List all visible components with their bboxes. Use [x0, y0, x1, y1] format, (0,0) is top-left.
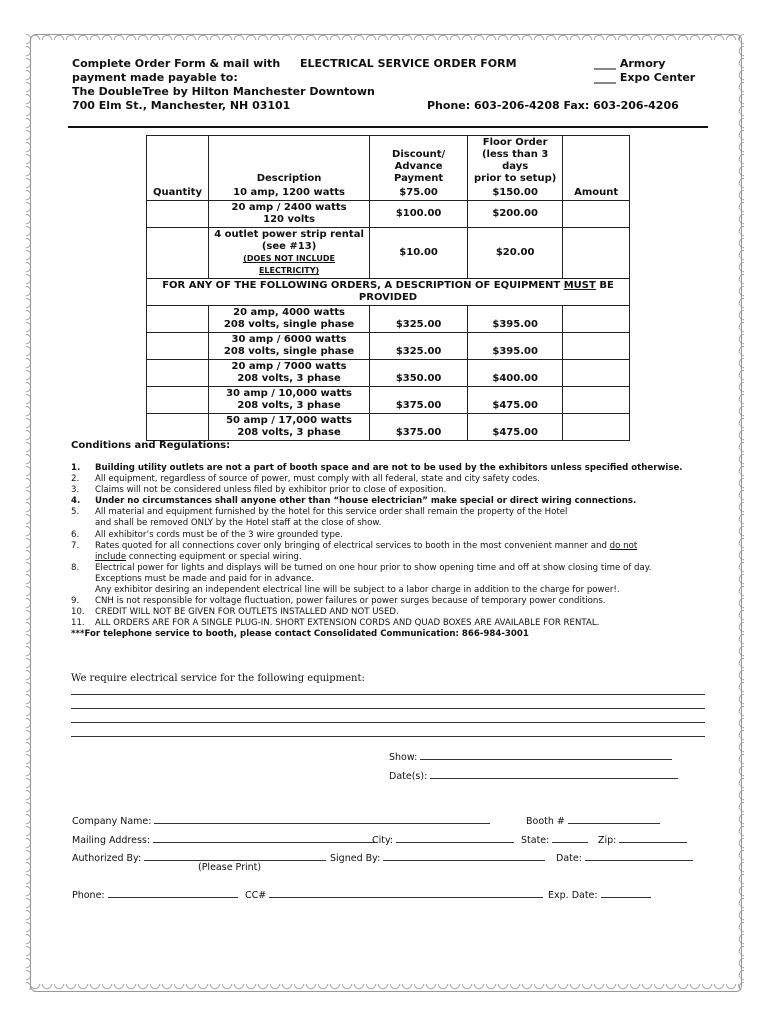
table-row — [147, 333, 630, 360]
row-description-line1: 20 amp / 7000 watts — [231, 361, 347, 372]
city-field — [372, 832, 514, 846]
condition-text: CNH is not responsible for voltage fluctuation, power failures or power surges because of temporary power conditions. — [95, 596, 606, 607]
condition-number: 6. — [71, 529, 80, 540]
condition-item — [71, 496, 721, 507]
condition-number: 7. — [71, 540, 80, 551]
banner-text-must: MUST — [563, 280, 596, 291]
exp-label: Exp. Date: — [548, 890, 598, 901]
row-description-line2: 120 volts — [263, 214, 316, 225]
condition-number: 1. — [71, 463, 81, 473]
company-input[interactable] — [154, 813, 490, 824]
header-floor-line2: (less than 3 days — [481, 149, 549, 172]
condition-number: 8. — [71, 562, 80, 573]
header-payable-to: payment made payable to: — [72, 71, 238, 84]
row-description-line1: 20 amp / 2400 watts — [231, 202, 347, 213]
condition-number: 3. — [71, 485, 80, 496]
condition-number: 11. — [71, 618, 85, 629]
equipment-required-banner — [147, 279, 630, 306]
condition-number: 2. — [71, 474, 80, 485]
conditions-list — [71, 463, 721, 641]
row-floor-price: $400.00 — [468, 360, 563, 387]
row-description-line2: 208 volts, single phase — [223, 346, 355, 357]
row-amount-input[interactable] — [563, 387, 630, 414]
row-floor-price: $395.00 — [468, 333, 563, 360]
condition-number — [71, 518, 95, 529]
row-description-line2: 208 volts, 3 phase — [237, 427, 341, 438]
row-description — [208, 360, 369, 387]
show-input[interactable] — [420, 749, 672, 760]
condition-item — [71, 530, 721, 541]
city-label: City: — [372, 835, 394, 846]
phone-input[interactable] — [108, 887, 238, 898]
row-description — [208, 414, 369, 441]
condition-item — [71, 518, 721, 529]
please-print-note: (Please Print) — [198, 862, 262, 873]
condition-item — [71, 507, 721, 518]
row-description — [208, 387, 369, 414]
company-field — [72, 813, 490, 827]
row-amount-input[interactable] — [563, 306, 630, 333]
banner-text-post: BE PROVIDED — [358, 280, 614, 303]
row-description-note2: ELECTRICITY) — [258, 266, 320, 275]
row-quantity-input[interactable] — [147, 306, 209, 333]
row-floor-price: $475.00 — [468, 387, 563, 414]
row-description — [208, 306, 369, 333]
row-floor-price: $200.00 — [468, 201, 563, 228]
condition-text — [95, 541, 721, 552]
phone-field — [72, 887, 238, 901]
cc-field — [245, 887, 543, 901]
state-input[interactable] — [552, 832, 588, 843]
condition-text: All equipment, regardless of source of power, must comply with all federal, state and city safety codes. — [95, 474, 540, 485]
header-hotel-address: 700 Elm St., Manchester, NH 03101 — [72, 99, 291, 112]
zip-field — [598, 832, 687, 846]
condition-text: Exceptions must be made and paid for in advance. — [95, 573, 315, 584]
condition-text: Electrical power for lights and displays will be turned on one hour prior to show opening time and off at show closing time of day. — [95, 562, 652, 573]
row-advance-price: $75.00 — [370, 186, 468, 201]
condition-number — [71, 585, 95, 596]
row-quantity-input[interactable] — [147, 360, 209, 387]
equipment-line-4[interactable] — [71, 736, 705, 737]
date-label: Date: — [556, 853, 582, 864]
signed-field — [330, 850, 545, 864]
header-floor-order — [468, 136, 563, 187]
condition-number: 10. — [71, 607, 85, 618]
header-floor-line1: Floor Order — [482, 137, 548, 148]
header-hotel-name: The DoubleTree by Hilton Manchester Downtown — [72, 85, 375, 98]
table-row — [147, 201, 630, 228]
row-description-line1: 20 amp, 4000 watts — [233, 307, 345, 318]
header-quantity: Quantity — [147, 136, 209, 201]
condition-text: Under no circumstances shall anyone other than “house electrician” make special or direct wiring connections. — [95, 496, 637, 507]
condition-item — [71, 552, 721, 563]
condition-text-pre: Rates quoted for all connections cover only bringing of electrical services to booth in the most convenient manner and — [95, 540, 610, 551]
signed-input[interactable] — [383, 850, 545, 861]
form-title: ELECTRICAL SERVICE ORDER FORM — [300, 57, 517, 70]
telephone-service-note: ***For telephone service to booth, please contact Consolidated Communication: 866-984-3001 — [71, 629, 529, 640]
header-contact: Phone: 603-206-4208 Fax: 603-206-4206 — [427, 99, 679, 112]
booth-input[interactable] — [568, 813, 660, 824]
row-amount-input[interactable] — [563, 414, 630, 441]
condition-text — [95, 552, 721, 563]
condition-text: All material and equipment furnished by the hotel for this service order shall remain the property of the Hotel — [95, 507, 568, 518]
row-advance-price: $375.00 — [370, 387, 468, 414]
row-quantity-input[interactable] — [147, 201, 209, 228]
row-description-line2: 208 volts, 3 phase — [237, 400, 341, 411]
equipment-line-2[interactable] — [71, 708, 705, 709]
condition-item — [71, 485, 721, 496]
row-floor-price: $395.00 — [468, 306, 563, 333]
row-advance-price: $325.00 — [370, 333, 468, 360]
phone-label: Phone: — [72, 890, 105, 901]
equipment-line-1[interactable] — [71, 694, 705, 695]
table-header-row — [147, 136, 630, 187]
row-description-note1: (DOES NOT INCLUDE — [243, 254, 335, 263]
condition-text: CREDIT WILL NOT BE GIVEN FOR OUTLETS INSTALLED AND NOT USED. — [95, 607, 399, 618]
row-advance-price: $375.00 — [370, 414, 468, 441]
row-description: 10 amp, 1200 watts — [208, 186, 369, 201]
condition-text: Claims will not be considered unless filed by exhibitor prior to close of exposition. — [95, 485, 447, 496]
row-floor-price: $20.00 — [468, 228, 563, 279]
company-label: Company Name: — [72, 816, 152, 827]
exp-field — [548, 887, 651, 901]
condition-item — [71, 574, 721, 585]
condition-number — [71, 552, 95, 563]
row-quantity-input[interactable] — [147, 387, 209, 414]
condition-text-post: connecting equipment or special wiring. — [126, 551, 302, 562]
show-field — [389, 749, 672, 763]
table-row — [147, 360, 630, 387]
table-row — [147, 414, 630, 441]
condition-number: 4. — [71, 496, 81, 507]
booth-label: Booth # — [526, 816, 565, 827]
show-label: Show: — [389, 752, 418, 763]
mailing-field — [72, 832, 375, 846]
row-description-line1: 30 amp / 10,000 watts — [226, 388, 353, 399]
header-description: Description — [208, 136, 369, 187]
row-floor-price: $150.00 — [468, 186, 563, 201]
row-amount-input[interactable] — [563, 333, 630, 360]
row-description-line1: 50 amp / 17,000 watts — [226, 415, 353, 426]
header-discount-line2: Advance Payment — [394, 161, 444, 184]
condition-text: All exhibitor’s cords must be of the 3 wire grounded type. — [95, 529, 343, 540]
signed-label: Signed By: — [330, 853, 381, 864]
row-description-line2: (see #13) — [261, 241, 317, 252]
table-row — [147, 306, 630, 333]
equipment-line-3[interactable] — [71, 722, 705, 723]
header-divider — [68, 126, 708, 128]
date-input[interactable] — [585, 850, 693, 861]
condition-item — [71, 596, 721, 607]
header-mail-instruction: Complete Order Form & mail with — [72, 57, 281, 70]
row-quantity-input[interactable] — [147, 333, 209, 360]
dates-label: Date(s): — [389, 771, 428, 782]
row-advance-price: $325.00 — [370, 306, 468, 333]
row-floor-price: $475.00 — [468, 414, 563, 441]
table-row — [147, 387, 630, 414]
date-field — [556, 850, 693, 864]
row-quantity-input[interactable] — [147, 414, 209, 441]
header-floor-line3: prior to setup) — [474, 173, 557, 184]
mailing-label: Mailing Address: — [72, 835, 151, 846]
row-description-line1: 4 outlet power strip rental — [214, 229, 364, 240]
condition-item — [71, 607, 721, 618]
zip-input[interactable] — [619, 832, 687, 843]
venue-option-expo-center[interactable]: ____ Expo Center — [594, 71, 696, 84]
row-quantity-input[interactable] — [147, 228, 209, 279]
table-row — [147, 228, 630, 279]
booth-field — [526, 813, 660, 827]
mailing-input[interactable] — [153, 832, 375, 843]
condition-number: 5. — [71, 507, 80, 518]
city-input[interactable] — [396, 832, 514, 843]
condition-item — [71, 618, 721, 629]
table-banner-row — [147, 279, 630, 306]
dates-input[interactable] — [430, 768, 678, 779]
row-description-line1: 30 amp / 6000 watts — [231, 334, 347, 345]
condition-text-underlined: do not — [609, 540, 638, 551]
row-advance-price: $100.00 — [370, 201, 468, 228]
condition-text-underlined: include — [95, 551, 127, 562]
venue-options — [594, 57, 695, 85]
row-amount-input[interactable] — [563, 360, 630, 387]
condition-number — [71, 574, 95, 585]
row-amount-input[interactable] — [563, 228, 630, 279]
equipment-prompt: We require electrical service for the following equipment: — [71, 673, 365, 684]
banner-text-pre: FOR ANY OF THE FOLLOWING ORDERS, A DESCRIPTION OF EQUIPMENT — [162, 280, 564, 291]
header-discount — [370, 136, 468, 187]
condition-number: 9. — [71, 596, 80, 607]
row-description-line2: 208 volts, single phase — [223, 319, 355, 330]
row-advance-price: $350.00 — [370, 360, 468, 387]
row-description — [208, 201, 369, 228]
table-row — [147, 186, 630, 201]
authorized-label: Authorized By: — [72, 853, 142, 864]
row-description — [208, 228, 369, 279]
condition-text: ALL ORDERS ARE FOR A SINGLE PLUG-IN. SHORT EXTENSION CORDS AND QUAD BOXES ARE AVAILABLE FOR RENTAL. — [95, 618, 600, 629]
state-field — [521, 832, 588, 846]
condition-text: Any exhibitor desiring an independent electrical line will be subject to a labor charge in addition to the charge for power!. — [95, 585, 620, 596]
state-label: State: — [521, 835, 550, 846]
cc-input[interactable] — [269, 887, 543, 898]
condition-item — [71, 585, 721, 596]
pricing-table — [146, 135, 630, 441]
exp-input[interactable] — [601, 887, 651, 898]
condition-item — [71, 474, 721, 485]
row-description-line2: 208 volts, 3 phase — [237, 373, 341, 384]
condition-text: and shall be removed ONLY by the Hotel staff at the close of show. — [95, 518, 382, 529]
header-amount: Amount — [563, 136, 630, 201]
authorized-input[interactable] — [144, 850, 326, 861]
condition-item — [71, 563, 721, 574]
condition-text: Building utility outlets are not a part of booth space and are not to be used by the exhibitors unless specified otherwise. — [95, 463, 683, 473]
conditions-title: Conditions and Regulations: — [71, 440, 231, 451]
row-description — [208, 333, 369, 360]
row-amount-input[interactable] — [563, 201, 630, 228]
header-discount-line1: Discount/ — [392, 149, 446, 160]
zip-label: Zip: — [598, 835, 617, 846]
condition-item — [71, 463, 721, 474]
cc-label: CC# — [245, 890, 267, 901]
condition-item — [71, 541, 721, 552]
row-advance-price: $10.00 — [370, 228, 468, 279]
dates-field — [389, 768, 678, 782]
venue-option-armory[interactable]: ____ Armory — [594, 57, 666, 70]
